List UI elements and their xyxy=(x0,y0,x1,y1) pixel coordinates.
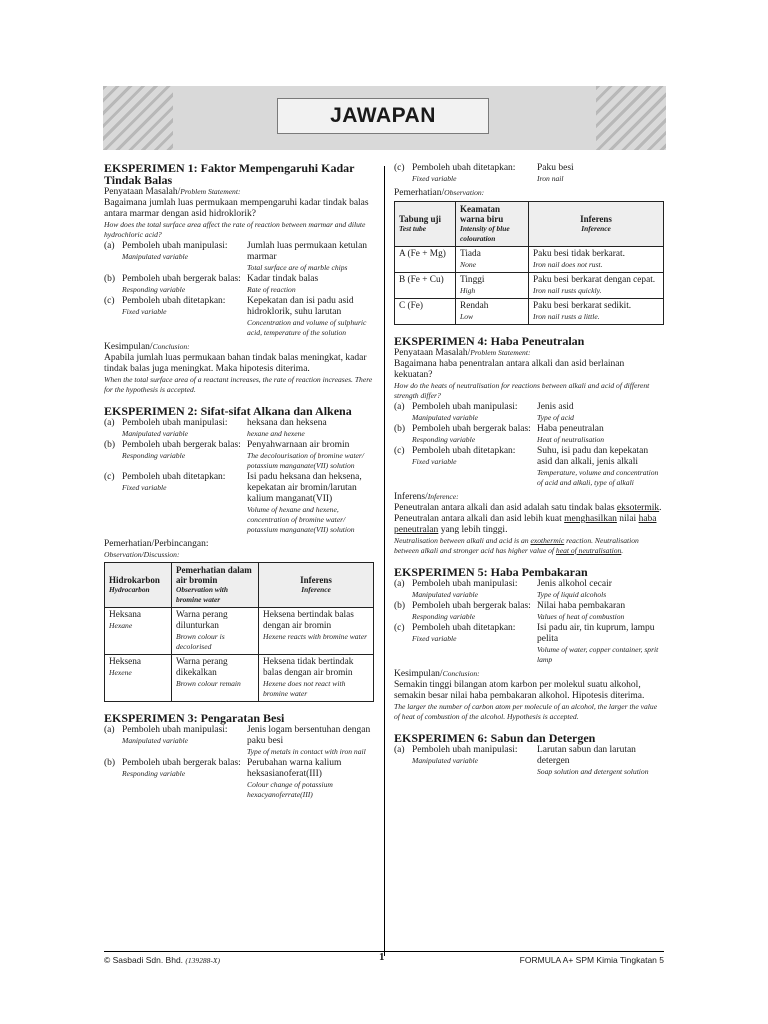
variable-label: Pemboleh ubah ditetapkan: xyxy=(412,446,516,456)
variable-label: Pemboleh ubah ditetapkan: xyxy=(412,163,516,173)
variable-label-en: Responding variable xyxy=(122,285,186,294)
variable-letter: (b) xyxy=(104,274,116,284)
variable-letter: (a) xyxy=(394,579,405,589)
table-header: Inferens Inference xyxy=(259,563,374,608)
table-row xyxy=(395,299,664,325)
experiment-3 xyxy=(104,712,374,800)
variable-row xyxy=(104,725,374,757)
left-column xyxy=(104,162,374,810)
problem-statement-label: Penyataan Masalah/Problem Statement: xyxy=(394,348,531,358)
variable-label-en: Responding variable xyxy=(122,769,186,778)
variable-value-en: Type of acid xyxy=(537,413,574,422)
table-cell: Paku besi berkarat sedikit. Iron nail rusts a little. xyxy=(529,299,664,325)
variable-label-en: Manipulated variable xyxy=(412,590,479,599)
variable-value: Jenis asid xyxy=(537,402,574,412)
conclusion xyxy=(394,669,664,722)
variable-row xyxy=(394,623,664,665)
right-column xyxy=(394,162,664,787)
variable-value: Perubahan warna kalium heksasianoferat(III) xyxy=(247,758,342,779)
variable-value-en: hexane and hexene xyxy=(247,429,305,438)
variable-value-en: Volume of hexane and hexene, concentration of bromine water/ potassium manganate(VII) solution xyxy=(247,505,355,534)
variable-value: Jenis alkohol cecair xyxy=(537,579,612,589)
variable-row xyxy=(104,274,374,295)
variable-letter: (b) xyxy=(104,758,116,768)
observation-label: Pemerhatian/Observation: xyxy=(394,188,485,198)
variable-label-en: Manipulated variable xyxy=(122,429,189,438)
table-cell: Tinggi High xyxy=(456,273,529,299)
variable-row xyxy=(394,163,664,184)
experiment-2-title: EKSPERIMEN 2: Sifat-sifat Alkana dan Alkena xyxy=(104,404,352,418)
variable-value-en: Heat of neutralisation xyxy=(537,435,605,444)
variable-letter: (c) xyxy=(394,623,405,633)
table-cell: Paku besi tidak berkarat. Iron nail does not rust. xyxy=(529,247,664,273)
variable-row xyxy=(104,418,374,439)
variable-row xyxy=(104,472,374,535)
table-row xyxy=(395,247,664,273)
variable-value: Paku besi xyxy=(537,163,574,173)
footer-book-title: FORMULA A+ SPM Kimia Tingkatan 5 xyxy=(519,955,664,965)
variable-value-en: Concentration and volume of sulphuric acid, temperature of the solution xyxy=(247,318,367,337)
variable-label: Pemboleh ubah ditetapkan: xyxy=(122,472,226,482)
variable-value-en: Volume of water, copper container, sprit lamp xyxy=(537,645,659,664)
variable-label-en: Fixed variable xyxy=(122,307,167,316)
experiment-3-continued xyxy=(394,163,664,325)
variable-row xyxy=(104,241,374,273)
variable-label-en: Fixed variable xyxy=(412,457,457,466)
variable-label-en: Manipulated variable xyxy=(122,252,189,261)
observation-discussion xyxy=(104,539,374,702)
variable-value-en: Iron nail xyxy=(537,174,564,183)
variable-label: Pemboleh ubah ditetapkan: xyxy=(412,623,516,633)
variable-label-en: Fixed variable xyxy=(412,174,457,183)
variable-letter: (a) xyxy=(104,418,115,428)
experiment-1 xyxy=(104,162,374,395)
column-divider xyxy=(384,166,385,956)
page-number: 1 xyxy=(379,951,385,963)
variable-label-en: Fixed variable xyxy=(122,483,167,492)
variable-label: Pemboleh ubah manipulasi: xyxy=(122,725,228,735)
problem-statement-text: Bagaimana haba penentralan antara alkali dan asid berlainan kekuatan? xyxy=(394,359,625,380)
variable-value: Suhu, isi padu dan kepekatan asid dan alkali, jenis alkali xyxy=(537,446,649,467)
observation-label: Pemerhatian/Perbincangan: xyxy=(104,539,209,549)
table-cell: B (Fe + Cu) xyxy=(395,273,456,299)
variable-value: Larutan sabun dan larutan detergen xyxy=(537,745,636,766)
experiment-5-title: EKSPERIMEN 5: Haba Pembakaran xyxy=(394,565,588,579)
variable-letter: (a) xyxy=(394,745,405,755)
table-header: Pemerhatian dalam air bromin Observation with bromine water xyxy=(172,563,259,608)
variable-value: Haba peneutralan xyxy=(537,424,604,434)
observation-table xyxy=(104,562,374,702)
table-header-row xyxy=(105,563,374,608)
variable-letter: (c) xyxy=(104,296,115,306)
table-cell: Heksana Hexane xyxy=(105,608,172,655)
variable-label-en: Manipulated variable xyxy=(122,736,189,745)
variable-value: Jenis logam bersentuhan dengan paku besi xyxy=(247,725,371,746)
variable-letter: (a) xyxy=(394,402,405,412)
variable-value-en: Temperature, volume and concentration of acid and alkali, type of alkali xyxy=(537,468,659,487)
variable-value-en: Soap solution and detergent solution xyxy=(537,767,649,776)
variable-label-en: Manipulated variable xyxy=(412,756,479,765)
conclusion-en: When the total surface area of a reactant increases, the rate of reaction increases. There for the hypothesis is accepted. xyxy=(104,375,373,394)
variable-label: Pemboleh ubah ditetapkan: xyxy=(122,296,226,306)
variable-label: Pemboleh ubah bergerak balas: xyxy=(122,440,241,450)
problem-statement-en: How do the heats of neutralisation for reactions between alkali and acid of different strength differ? xyxy=(394,381,650,400)
experiment-6 xyxy=(394,732,664,777)
variable-letter: (b) xyxy=(104,440,116,450)
variable-label: Pemboleh ubah manipulasi: xyxy=(412,579,518,589)
problem-statement-text: Bagaimana jumlah luas permukaan mempengaruhi kadar tindak balas antara marmar dengan asid hidroklorik? xyxy=(104,198,369,219)
variable-label-en: Responding variable xyxy=(122,451,186,460)
variable-label-en: Fixed variable xyxy=(412,634,457,643)
table-cell: Heksena bertindak balas dengan air bromin Hexene reacts with bromine water xyxy=(259,608,374,655)
variable-label-en: Manipulated variable xyxy=(412,413,479,422)
table-header: Inferens Inference xyxy=(529,202,664,247)
variable-label-en: Responding variable xyxy=(412,435,476,444)
table-header: Keamatan warna biru Intensity of blue colouration xyxy=(456,202,529,247)
variable-row xyxy=(394,745,664,777)
table-cell: Heksena tidak bertindak balas dengan air bromin Hexene does not react with bromine water xyxy=(259,655,374,702)
variable-row xyxy=(394,601,664,622)
conclusion-en: The larger the number of carbon atom per molecule of an alcohol, the larger the value of heat of combustion of the alcohol. Hypothesis is accepted. xyxy=(394,702,658,721)
variable-value-en: Rate of reaction xyxy=(247,285,296,294)
table-header-row xyxy=(395,202,664,247)
variable-label: Pemboleh ubah bergerak balas: xyxy=(412,601,531,611)
variable-label: Pemboleh ubah bergerak balas: xyxy=(122,274,241,284)
variable-value-en: Colour change of potassium hexacyanoferrate(III) xyxy=(247,780,333,799)
variable-value: Penyahwarnaan air bromin xyxy=(247,440,350,450)
variable-label-en: Responding variable xyxy=(412,612,476,621)
experiment-3-title: EKSPERIMEN 3: Pengaratan Besi xyxy=(104,711,285,725)
variable-letter: (c) xyxy=(394,163,405,173)
variable-label: Pemboleh ubah manipulasi: xyxy=(412,402,518,412)
conclusion-label: Kesimpulan/Conclusion: xyxy=(394,669,480,679)
observation-table xyxy=(394,201,664,325)
variable-row xyxy=(394,579,664,600)
table-cell: Rendah Low xyxy=(456,299,529,325)
table-cell: Warna perang dilunturkan Brown colour is decolorised xyxy=(172,608,259,655)
table-cell: Paku besi berkarat dengan cepat. Iron nail rusts quickly. xyxy=(529,273,664,299)
variable-label: Pemboleh ubah manipulasi: xyxy=(122,418,228,428)
variable-letter: (a) xyxy=(104,241,115,251)
variable-row xyxy=(394,424,664,445)
variable-value: Kadar tindak balas xyxy=(247,274,319,284)
table-row xyxy=(105,608,374,655)
table-row xyxy=(105,655,374,702)
table-cell: Warna perang dikekalkan Brown colour remain xyxy=(172,655,259,702)
variable-letter: (b) xyxy=(394,601,406,611)
variable-label: Pemboleh ubah manipulasi: xyxy=(412,745,518,755)
header-band xyxy=(103,86,666,150)
experiment-4 xyxy=(394,335,664,556)
variable-letter: (c) xyxy=(394,446,405,456)
observation-label-en: Observation/Discussion: xyxy=(104,550,180,559)
conclusion xyxy=(104,342,374,395)
observation xyxy=(394,188,664,325)
variable-value-en: The decolourisation of bromine water/ potassium manganate(VII) solution xyxy=(247,451,364,470)
conclusion-text: Semakin tinggi bilangan atom karbon per molekul suatu alkohol, semakin besar nilai haba pembakaran alkohol. Hipotesis diterima. xyxy=(394,680,645,701)
inference-en: Neutralisation between alkali and acid is an exothermic reaction. Neutralisation between alkali and stronger acid has higher value of heat of neutralisation. xyxy=(394,536,639,555)
page-title: JAWAPAN xyxy=(277,98,489,134)
table-header: Hidrokarbon Hydrocarbon xyxy=(105,563,172,608)
variable-row xyxy=(104,758,374,800)
inference-label: Inferens/Inference: xyxy=(394,492,459,502)
variable-value-en: Values of heat of combustion xyxy=(537,612,625,621)
variable-value: Kepekatan dan isi padu asid hidroklorik, suhu larutan xyxy=(247,296,354,317)
variable-value: heksana dan heksena xyxy=(247,418,327,428)
problem-statement-en: How does the total surface area affect the rate of reaction between marmar and dilute hydrochloric acid? xyxy=(104,220,366,239)
variable-label: Pemboleh ubah bergerak balas: xyxy=(412,424,531,434)
inference xyxy=(394,492,664,556)
variable-value-en: Type of liquid alcohols xyxy=(537,590,607,599)
variable-label: Pemboleh ubah manipulasi: xyxy=(122,241,228,251)
problem-statement-label: Penyataan Masalah/Problem Statement: xyxy=(104,187,241,197)
table-row xyxy=(395,273,664,299)
variable-value-en: Type of metals in contact with iron nail xyxy=(247,747,366,756)
variable-label: Pemboleh ubah bergerak balas: xyxy=(122,758,241,768)
table-cell: C (Fe) xyxy=(395,299,456,325)
inference-text: Peneutralan antara alkali dan asid adalah satu tindak balas eksotermik. Peneutralan antara alkali dan asid lebih kuat menghasilkan nilai haba peneutralan yang lebih tinggi. xyxy=(394,503,662,535)
experiment-4-title: EKSPERIMEN 4: Haba Peneutralan xyxy=(394,334,585,348)
variable-value-en: Total surface are of marble chips xyxy=(247,263,348,272)
variable-letter: (c) xyxy=(104,472,115,482)
conclusion-label: Kesimpulan/Conclusion: xyxy=(104,342,190,352)
table-cell: Tiada None xyxy=(456,247,529,273)
table-cell: Heksena Hexene xyxy=(105,655,172,702)
table-header: Tabung uji Test tube xyxy=(395,202,456,247)
conclusion-text: Apabila jumlah luas permukaan bahan tindak balas meningkat, kadar tindak balas juga meningkat. Maka hipotesis diterima. xyxy=(104,353,367,374)
footer-publisher: © Sasbadi Sdn. Bhd. (139288-X) xyxy=(104,955,220,965)
variable-value: Nilai haba pembakaran xyxy=(537,601,626,611)
table-cell: A (Fe + Mg) xyxy=(395,247,456,273)
variable-row xyxy=(394,402,664,423)
variable-row xyxy=(104,296,374,338)
experiment-5 xyxy=(394,566,664,722)
variable-value: Isi padu air, tin kuprum, lampu pelita xyxy=(537,623,655,644)
variable-row xyxy=(104,440,374,471)
variable-value: Jumlah luas permukaan ketulan marmar xyxy=(247,241,368,262)
experiment-2 xyxy=(104,405,374,702)
header-stripes-right xyxy=(596,86,666,150)
variable-row xyxy=(394,446,664,488)
variable-letter: (a) xyxy=(104,725,115,735)
variables-list xyxy=(104,241,374,338)
header-stripes-left xyxy=(103,86,173,150)
variable-letter: (b) xyxy=(394,424,406,434)
experiment-1-title: EKSPERIMEN 1: Faktor Mempengaruhi Kadar Tindak Balas xyxy=(104,161,355,187)
variable-value: Isi padu heksana dan heksena, kepekatan air bromin/larutan kalium manganat(VII) xyxy=(247,472,362,504)
experiment-6-title: EKSPERIMEN 6: Sabun dan Detergen xyxy=(394,731,596,745)
